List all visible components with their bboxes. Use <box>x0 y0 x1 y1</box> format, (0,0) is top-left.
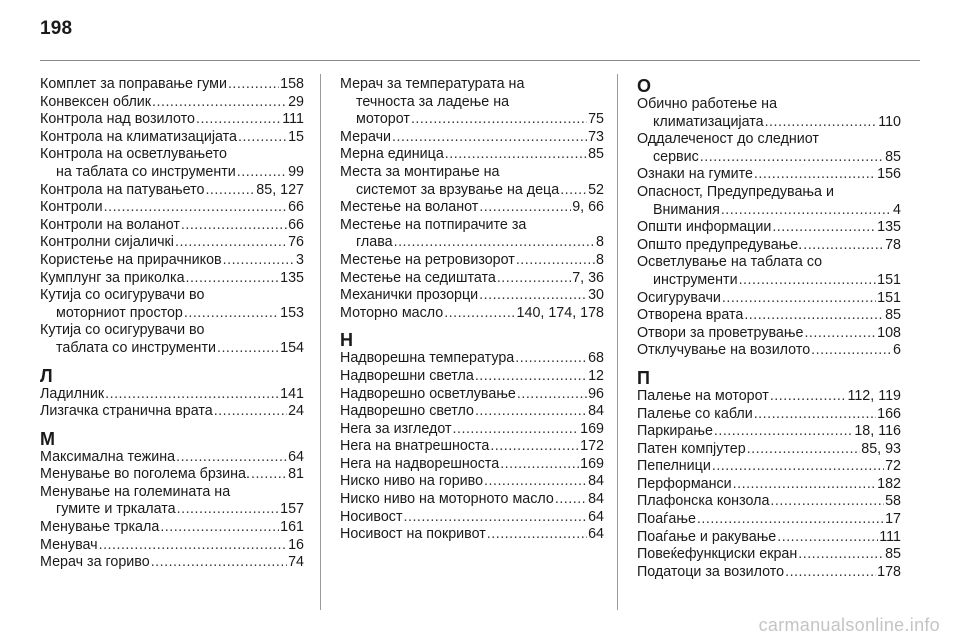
index-entry-page: 156 <box>877 166 901 183</box>
index-entry-text: Перформанси <box>637 475 732 492</box>
leader-dots <box>404 509 588 527</box>
index-entry-text: моторниот простор <box>56 304 183 321</box>
index-entry-text: Контролни сијаличкi <box>40 234 174 251</box>
index-entry-page: 4 <box>893 201 901 218</box>
index-entry <box>40 129 304 147</box>
index-entry-page: 3 <box>296 251 304 268</box>
index-entry <box>40 76 304 94</box>
index-entry <box>340 456 604 474</box>
index-entry <box>340 287 604 305</box>
index-entry-text: Конвексен облик <box>40 93 152 110</box>
index-entry <box>637 546 901 564</box>
leader-dots <box>754 406 876 424</box>
index-entry-text: Мерна единица <box>340 146 444 163</box>
index-entry-text: Мерачи <box>340 128 392 145</box>
index-entry-heading: Кутија со осигурувачи во <box>40 287 205 304</box>
index-entry <box>40 94 304 112</box>
index-entry <box>40 403 304 421</box>
index-entry <box>637 342 901 360</box>
leader-dots <box>99 537 288 555</box>
leader-dots <box>238 129 287 147</box>
index-entry-page: 84 <box>588 491 604 508</box>
index-entry-text: Лизгачка странична врата <box>40 403 213 420</box>
index-entry-text: Користење на прирачников <box>40 251 222 268</box>
index-entry-page: 29 <box>288 93 304 110</box>
leader-dots <box>714 423 853 441</box>
index-entry-page: 8 <box>596 234 604 251</box>
index-entry <box>340 270 604 288</box>
leader-dots <box>739 272 877 290</box>
index-entry-page: 85 <box>885 148 901 165</box>
leader-dots <box>733 476 876 494</box>
index-entry-text: Отворена врата <box>637 307 744 324</box>
index-entry-text: глава <box>356 234 393 251</box>
leader-dots <box>722 290 876 308</box>
index-entry <box>340 403 604 421</box>
index-entry <box>340 164 604 199</box>
index-entry-text: Контрола на патувањето <box>40 181 205 198</box>
index-entry-page: 151 <box>877 289 901 306</box>
index-entry-page: 157 <box>280 501 304 518</box>
index-entry <box>637 458 901 476</box>
index-entry-text: Носивост <box>340 508 403 525</box>
index-entry-page: 140, 174, 178 <box>516 304 604 321</box>
index-entry-page: 68 <box>588 350 604 367</box>
index-entry-page: 78 <box>885 236 901 253</box>
leader-dots <box>214 403 287 421</box>
index-entry-text: Кумплунг за приколка <box>40 269 185 286</box>
index-entry-text: Нега на надворешноста <box>340 455 500 472</box>
index-entry-text: Комплет за поправање гуми <box>40 76 227 92</box>
leader-dots <box>151 554 287 572</box>
index-entry-text: Контроли <box>40 199 103 216</box>
page-number: 198 <box>40 18 73 39</box>
leader-dots <box>560 182 587 200</box>
index-entry-page: 15 <box>288 128 304 145</box>
index-entry-page: 99 <box>288 163 304 180</box>
leader-dots <box>798 546 884 564</box>
index-entry-text: моторот <box>356 111 410 128</box>
index-entry <box>340 421 604 439</box>
index-entry-text: Ладилник <box>40 385 105 402</box>
index-letter-heading: Н <box>340 330 353 351</box>
index-entry-text: Местење на воланот <box>340 199 479 216</box>
leader-dots <box>484 473 587 491</box>
leader-dots <box>453 421 580 439</box>
index-entry <box>637 564 901 582</box>
index-entry-page: 6 <box>893 342 901 359</box>
index-entry <box>40 234 304 252</box>
index-entry <box>40 449 304 467</box>
index-entry-text: таблата со инструменти <box>56 339 216 356</box>
index-entry <box>40 252 304 270</box>
index-entry-page: 96 <box>588 385 604 402</box>
index-entry-page: 84 <box>588 473 604 490</box>
index-entry-page: 135 <box>877 219 901 236</box>
index-entry-page: 73 <box>588 128 604 145</box>
index-entry-heading: Обично работење на <box>637 96 778 112</box>
leader-dots <box>479 287 587 305</box>
index-entry-text: Контрола на климатизацијата <box>40 128 237 145</box>
index-entry <box>340 199 604 217</box>
index-entry <box>40 484 304 519</box>
index-entry-page: 85 <box>885 546 901 563</box>
index-entry <box>340 438 604 456</box>
leader-dots <box>444 305 515 323</box>
index-entry-page: 85, 127 <box>256 181 304 198</box>
leader-dots <box>700 149 884 167</box>
index-entry <box>340 368 604 386</box>
leader-dots <box>490 438 579 456</box>
index-entry <box>340 491 604 509</box>
index-entry <box>340 252 604 270</box>
leader-dots <box>184 305 279 323</box>
index-entry <box>340 129 604 147</box>
index-entry <box>40 554 304 572</box>
leader-dots <box>754 166 876 184</box>
index-entry-heading: Опасност, Предупредувања и <box>637 183 834 200</box>
index-entry-heading: Оддалеченост до следниот <box>637 131 819 148</box>
index-column-1 <box>40 76 304 572</box>
index-entry-page: 166 <box>877 405 901 422</box>
index-entry-page: 85 <box>885 307 901 324</box>
index-entry <box>340 386 604 404</box>
leader-dots <box>196 111 281 129</box>
index-entry-page: 154 <box>280 339 304 356</box>
leader-dots <box>697 511 884 529</box>
index-entry <box>637 529 901 547</box>
index-entry-text: Поаѓање и ракување <box>637 528 777 545</box>
leader-dots <box>777 529 878 547</box>
index-entry-text: Плафонска конзола <box>637 493 770 510</box>
index-entry <box>340 350 604 368</box>
leader-dots <box>770 388 847 406</box>
index-entry-page: 135 <box>280 269 304 286</box>
leader-dots <box>712 458 884 476</box>
index-entry-text: сервис <box>653 148 699 165</box>
index-entry-text: Нега за изгледот <box>340 420 452 437</box>
index-entry-page: 58 <box>885 493 901 510</box>
index-entry <box>340 509 604 527</box>
index-entry-text: Внимания <box>653 201 720 218</box>
index-entry-text: Поаѓање <box>637 511 696 528</box>
leader-dots <box>803 237 884 255</box>
index-entry <box>340 76 604 129</box>
index-entry <box>40 322 304 357</box>
index-entry-page: 153 <box>280 304 304 321</box>
index-entry-page: 81 <box>288 466 304 483</box>
header-rule <box>40 60 920 61</box>
leader-dots <box>765 114 878 132</box>
index-entry <box>637 388 901 406</box>
index-entry-page: 84 <box>588 403 604 420</box>
index-entry-page: 85 <box>588 146 604 163</box>
leader-dots <box>177 501 280 519</box>
leader-dots <box>772 219 876 237</box>
index-entry-page: 85, 93 <box>861 440 901 457</box>
index-column-2 <box>340 76 604 544</box>
index-entry-heading: Кутија со осигурувачи во <box>40 322 205 339</box>
index-entry-text: Носивост на покривот <box>340 526 486 543</box>
index-entry-heading: Контрола на осветлувањето <box>40 146 227 163</box>
index-entry-page: 8 <box>596 251 604 268</box>
index-entry <box>637 511 901 529</box>
leader-dots <box>228 76 279 94</box>
leader-dots <box>747 441 861 459</box>
leader-dots <box>804 325 876 343</box>
index-entry-text: Менувач <box>40 536 98 553</box>
leader-dots <box>515 350 587 368</box>
index-entry <box>340 217 604 252</box>
leader-dots <box>392 129 587 147</box>
index-entry-page: 158 <box>280 76 304 92</box>
leader-dots <box>104 199 287 217</box>
index-entry <box>637 325 901 343</box>
watermark-text: carmanualsonline.info <box>758 615 940 635</box>
index-entry-page: 141 <box>280 385 304 402</box>
leader-dots <box>251 466 287 484</box>
leader-dots <box>186 270 280 288</box>
index-letter-heading: П <box>637 367 650 388</box>
index-entry-page: 64 <box>588 508 604 525</box>
index-entry-page: 24 <box>288 403 304 420</box>
leader-dots <box>394 234 595 252</box>
index-entry-page: 74 <box>288 554 304 571</box>
index-entry-page: 75 <box>588 111 604 128</box>
index-entry-page: 112, 119 <box>847 387 901 404</box>
index-entry-page: 9, 66 <box>572 199 604 216</box>
index-entry-text: Ниско ниво на гориво <box>340 473 484 490</box>
index-entry <box>40 270 304 288</box>
index-letter-heading: М <box>40 428 55 449</box>
leader-dots <box>237 164 287 182</box>
index-entry-heading: Осветлување на таблата со <box>637 254 823 271</box>
index-entry <box>637 254 901 289</box>
index-entry-page: 76 <box>288 234 304 251</box>
index-entry-page: 110 <box>878 113 901 130</box>
index-entry-text: инструменти <box>653 271 738 288</box>
index-entry <box>40 111 304 129</box>
index-entry-text: Надворешно светло <box>340 403 474 420</box>
index-entry <box>340 146 604 164</box>
index-entry-text: Механички прозорци <box>340 287 479 304</box>
index-entry <box>637 493 901 511</box>
index-entry <box>637 184 901 219</box>
index-entry-text: Палење на моторот <box>637 387 769 404</box>
index-entry-page: 52 <box>588 181 604 198</box>
index-entry-text: Надворешни светла <box>340 367 474 384</box>
index-entry-text: Надворешна температура <box>340 350 515 367</box>
index-entry-text: Местење на седиштата <box>340 269 496 286</box>
index-entry-page: 108 <box>877 324 901 341</box>
index-entry <box>40 386 304 404</box>
index-entry-text: Максимална тежина <box>40 448 176 465</box>
index-entry-page: 66 <box>288 199 304 216</box>
index-entry <box>637 307 901 325</box>
leader-dots <box>205 182 255 200</box>
index-entry-text: Менување во поголема брзина. <box>40 466 250 483</box>
index-entry-text: системот за врзување на деца <box>356 181 560 198</box>
leader-dots <box>176 449 287 467</box>
index-entry-text: Местење на ретровизорот <box>340 251 515 268</box>
index-entry <box>637 406 901 424</box>
leader-dots <box>175 234 287 252</box>
index-entry-page: 169 <box>580 455 604 472</box>
index-entry-page: 16 <box>288 536 304 553</box>
index-entry-page: 151 <box>877 271 901 288</box>
index-entry-page: 111 <box>282 111 304 128</box>
index-entry-text: Осигурувачи <box>637 289 721 306</box>
index-entry-text: Податоци за возилото <box>637 563 785 580</box>
index-entry-text: климатизацијата <box>653 113 764 130</box>
index-entry <box>40 217 304 235</box>
index-entry-text: Контроли на воланот <box>40 216 180 233</box>
index-entry-page: 64 <box>288 448 304 465</box>
index-entry <box>40 199 304 217</box>
leader-dots <box>160 519 279 537</box>
index-entry-text: Општо предупредување. <box>637 236 803 253</box>
index-entry <box>40 287 304 322</box>
index-letter-heading: Л <box>40 365 53 386</box>
index-entry-text: Моторно масло <box>340 304 444 321</box>
index-entry-text: Пепелници <box>637 458 711 475</box>
index-entry <box>340 473 604 491</box>
leader-dots <box>721 202 892 220</box>
leader-dots <box>105 386 279 404</box>
index-entry-text: Мерач за гориво <box>40 554 150 571</box>
index-entry-page: 182 <box>877 475 901 492</box>
index-entry-text: гумите и тркалата <box>56 501 176 518</box>
leader-dots <box>500 456 579 474</box>
index-entry-text: Општи информации <box>637 219 772 236</box>
index-entry-text: Ознаки на гумите <box>637 166 753 183</box>
index-entry-text: Палење со кабли <box>637 405 753 422</box>
index-column-3 <box>637 76 901 581</box>
index-entry-heading: течноста за ладење на <box>356 93 510 110</box>
leader-dots <box>152 94 287 112</box>
index-entry-page: 172 <box>580 438 604 455</box>
index-entry-text: Надворешно осветлување <box>340 385 516 402</box>
index-entry-page: 72 <box>885 458 901 475</box>
index-entry-text: Менување тркала <box>40 519 160 536</box>
index-letter-heading: О <box>637 76 652 96</box>
column-divider <box>320 74 321 610</box>
leader-dots <box>517 386 587 404</box>
leader-dots <box>744 307 884 325</box>
index-entry-page: 18, 116 <box>854 423 901 440</box>
leader-dots <box>475 368 587 386</box>
index-entry-page: 161 <box>280 519 304 536</box>
index-entry <box>637 476 901 494</box>
index-entry-page: 66 <box>288 216 304 233</box>
index-entry-page: 169 <box>580 420 604 437</box>
column-divider <box>617 74 618 610</box>
leader-dots <box>770 493 884 511</box>
index-entry-page: 30 <box>588 287 604 304</box>
leader-dots <box>217 340 279 358</box>
index-entry-heading: Местење на потпирачите за <box>340 216 527 233</box>
index-entry-heading: Менување на големината на <box>40 483 231 500</box>
index-entry-page: 17 <box>885 511 901 528</box>
index-entry-heading: Места за монтирање на <box>340 163 500 180</box>
index-entry <box>40 537 304 555</box>
index-entry <box>637 166 901 184</box>
index-entry <box>637 290 901 308</box>
leader-dots <box>811 342 892 360</box>
index-entry <box>40 182 304 200</box>
index-entry-text: Нега на внатрешноста <box>340 438 490 455</box>
index-entry-page: 111 <box>879 528 901 545</box>
index-entry <box>637 131 901 166</box>
leader-dots <box>497 270 571 288</box>
index-entry <box>637 219 901 237</box>
index-entry <box>637 237 901 255</box>
index-entry-text: Паркирање <box>637 423 713 440</box>
index-entry <box>40 519 304 537</box>
index-entry-page: 178 <box>877 563 901 580</box>
index-entry-text: Отклучување на возилото <box>637 342 811 359</box>
leader-dots <box>479 199 571 217</box>
leader-dots <box>487 526 587 544</box>
leader-dots <box>475 403 587 421</box>
index-entry <box>637 96 901 131</box>
index-entry <box>40 466 304 484</box>
leader-dots <box>555 491 587 509</box>
index-entry <box>40 146 304 181</box>
index-entry <box>340 526 604 544</box>
leader-dots <box>411 111 587 129</box>
index-entry <box>637 441 901 459</box>
index-entry <box>340 305 604 323</box>
index-entry-text: Ниско ниво на моторното масло <box>340 491 554 508</box>
index-entry-text: Отвори за проветрување <box>637 324 804 341</box>
leader-dots <box>785 564 876 582</box>
index-entry-text: Контрола над возилото <box>40 111 195 128</box>
index-entry-page: 12 <box>588 367 604 384</box>
leader-dots <box>445 146 587 164</box>
leader-dots <box>223 252 295 270</box>
leader-dots <box>516 252 595 270</box>
index-entry-page: 7, 36 <box>572 269 604 286</box>
index-entry-heading: Мерач за температурата на <box>340 76 525 92</box>
index-entry-text: Повеќефункциски екран <box>637 546 798 563</box>
index-entry <box>637 423 901 441</box>
index-entry-page: 64 <box>588 526 604 543</box>
index-entry-text: Патен компјутер <box>637 440 746 457</box>
leader-dots <box>181 217 287 235</box>
index-entry-text: на таблата со инструменти <box>56 163 236 180</box>
